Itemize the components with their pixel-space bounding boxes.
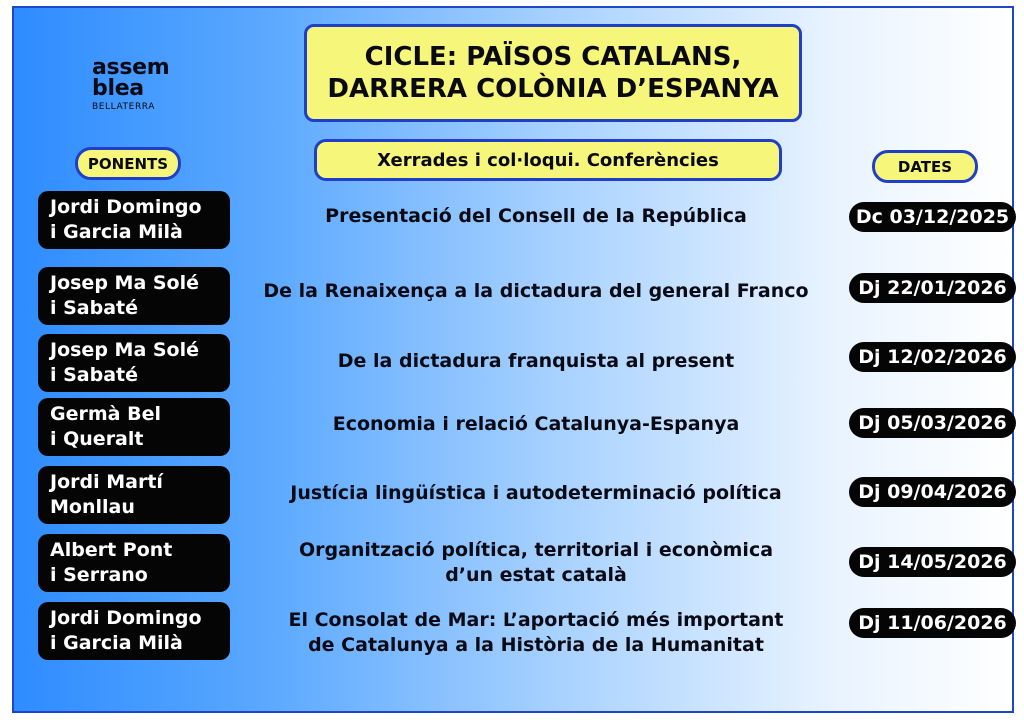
talk-line: de Catalunya a la Història de la Humanitat: [308, 633, 764, 656]
speaker-name-line: Josep Ma Solé: [50, 339, 200, 361]
speaker-name-line: Josep Ma Solé: [50, 272, 200, 294]
speaker-name-line: Monllau: [50, 496, 135, 519]
talk-title: [236, 279, 836, 304]
subtitle-banner: Xerrades i col·loqui. Conferències: [314, 139, 782, 181]
talk-title: [236, 412, 836, 437]
logo-line-3: BELLATERRA: [92, 101, 156, 112]
speaker-badge: [38, 534, 230, 592]
speaker-name-line: Albert Pont: [50, 539, 173, 561]
speaker-badge: [38, 334, 230, 392]
talk-line: Economia i relació Catalunya-Espanya: [332, 413, 740, 435]
title-line-1: CICLE: PAÏSOS CATALANS,: [364, 41, 742, 72]
cycle-title: [304, 24, 802, 122]
date-badge: Dj 12/02/2026: [849, 342, 1016, 372]
talk-line: Justícia lingüística i autodeterminació política: [290, 482, 782, 504]
date-badge: Dj 22/01/2026: [849, 273, 1016, 303]
assemblea-logo: [92, 55, 170, 112]
talk-line: Organització política, territorial i econòmica: [298, 539, 774, 561]
speaker-name-line: i Sabaté: [50, 297, 139, 320]
speaker-name-line: Jordi Domingo: [50, 196, 202, 218]
speaker-badge: [38, 267, 230, 325]
speaker-badge: [38, 191, 230, 249]
date-badge: Dj 09/04/2026: [849, 477, 1016, 507]
talk-line: d’un estat català: [445, 563, 627, 586]
talk-title: [236, 204, 836, 229]
speaker-name-line: i Queralt: [50, 428, 144, 451]
talk-line: De la Renaixença a la dictadura del general Franco: [263, 280, 809, 302]
speaker-name-line: i Sabaté: [50, 364, 139, 387]
speaker-name-line: i Garcia Milà: [50, 221, 183, 244]
talk-line: De la dictadura franquista al present: [337, 350, 735, 372]
dates-label: DATES: [872, 150, 978, 183]
logo-line-2: blea: [92, 75, 144, 101]
ponents-label: PONENTS: [75, 147, 181, 180]
talk-title: [236, 481, 836, 506]
title-line-2: DARRERA COLÒNIA D’ESPANYA: [327, 74, 779, 104]
date-badge: Dc 03/12/2025: [849, 202, 1016, 232]
talk-title: [236, 538, 836, 587]
date-badge: Dj 14/05/2026: [849, 547, 1016, 577]
speaker-name-line: Jordi Domingo: [50, 607, 202, 629]
talk-line: Presentació del Consell de la República: [325, 205, 747, 227]
speaker-badge: [38, 398, 230, 456]
poster: [12, 6, 1014, 713]
talk-line: El Consolat de Mar: L’aportació més important: [288, 609, 784, 631]
speaker-name-line: Germà Bel: [50, 403, 161, 425]
talk-title: [236, 608, 836, 657]
speaker-badge: [38, 602, 230, 660]
logo-line-1: assem: [92, 55, 170, 80]
speaker-name-line: Jordi Martí: [50, 471, 163, 493]
speaker-badge: [38, 466, 230, 524]
speaker-name-line: i Garcia Milà: [50, 632, 183, 655]
speaker-name-line: i Serrano: [50, 564, 148, 587]
talk-title: [236, 349, 836, 374]
date-badge: Dj 11/06/2026: [849, 608, 1016, 638]
date-badge: Dj 05/03/2026: [849, 408, 1016, 438]
